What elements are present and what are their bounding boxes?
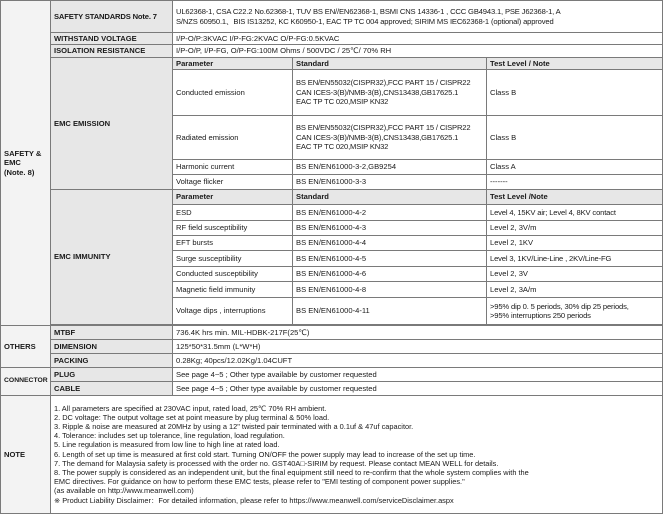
emission-standard: BS EN/EN61000-3-3 [293, 174, 487, 189]
dimension-value: 125*50*31.5mm (L*W*H) [173, 339, 663, 353]
note-line: 3. Ripple & noise are measured at 20MHz by using a 12" twisted pair terminated with a 0.1uf & 47uf capacitor. [54, 422, 414, 432]
dimension-row [1, 339, 663, 353]
immunity-standard: BS EN/EN61000-4-8 [293, 281, 487, 297]
emc-immunity-header-row [1, 189, 663, 204]
immunity-standard: BS EN/EN61000-4-11 [293, 297, 487, 324]
emission-parameter: Conducted emission [173, 69, 293, 115]
immunity-parameter: Magnetic field immunity [173, 281, 293, 297]
note-line: 4. Tolerance: includes set up tolerance, line regulation, load regulation. [54, 431, 285, 441]
immunity-parameter: Conducted susceptibility [173, 266, 293, 281]
cable-label: CABLE [51, 381, 173, 395]
immunity-header-parameter: Parameter [173, 189, 293, 204]
emission-parameter: Harmonic current [173, 159, 293, 174]
packing-row [1, 353, 663, 367]
note-line: 2. DC voltage: The output voltage set at point measure by plug terminal & 50% load. [54, 412, 330, 422]
emission-note: Class A [487, 159, 663, 174]
emission-parameter: Voltage flicker [173, 174, 293, 189]
dimension-label: DIMENSION [51, 339, 173, 353]
immunity-note: Level 2, 3A/m [487, 281, 663, 297]
note-line: 5. Line regulation is measured from low line to high line at rated load. [54, 440, 280, 450]
cable-row [1, 381, 663, 395]
emission-standard: BS EN/EN61000-3-2,GB9254 [293, 159, 487, 174]
safety-emc-group-label: SAFETY & EMC (Note. 8) [1, 1, 51, 326]
others-group-label: OTHERS [1, 325, 51, 367]
immunity-standard: BS EN/EN61000-4-3 [293, 220, 487, 235]
immunity-standard: BS EN/EN61000-4-4 [293, 235, 487, 250]
note-group-label: NOTE [1, 395, 51, 513]
note-line: 6. Length of set up time is measured at first cold start. Turning ON/OFF the power supply may lead to increase of the set up time. [54, 449, 476, 459]
immunity-standard: BS EN/EN61000-4-5 [293, 250, 487, 266]
plug-label: PLUG [51, 367, 173, 381]
immunity-standard: BS EN/EN61000-4-6 [293, 266, 487, 281]
packing-label: PACKING [51, 353, 173, 367]
connector-group-label: CONNECTOR [1, 367, 51, 395]
immunity-note: >95% dip 0. 5 periods, 30% dip 25 periods, >95% interruptions 250 periods [487, 297, 663, 324]
immunity-parameter: RF field susceptibility [173, 220, 293, 235]
isolation-resistance-label: ISOLATION RESISTANCE [51, 45, 173, 57]
note-line: 1. All parameters are specified at 230VAC input, rated load, 25℃ 70% RH ambient. [54, 403, 327, 413]
emission-standard: BS EN/EN55032(CISPR32),FCC PART 15 / CISPR22 CAN ICES-3(B)/NMB-3(B),CNS13438,GB17625.1 EAC TP TC 020,MSIP KN32 [293, 69, 487, 115]
emission-header-note: Test Level / Note [487, 57, 663, 69]
isolation-resistance-row [1, 45, 663, 57]
safety-standards-value: UL62368-1, CSA C22.2 No.62368-1, TUV BS EN//EN62368-1, BSMI CNS 14336-1 , CCC GB4943.1, PSE J62368-1, A S/NZS 60950.1、BIS IS13252, KC K60950-1, EAC TP TC 004 approved; SIRIM MS IEC62368-1 (optional) approved [173, 1, 663, 33]
note-content [51, 395, 663, 513]
emission-note: Class B [487, 115, 663, 159]
withstand-voltage-value: I/P-O/P:3KVAC I/P-FG:2KVAC O/P-FG:0.5KVAC [173, 33, 663, 45]
emc-emission-header-row [1, 57, 663, 69]
immunity-parameter: ESD [173, 204, 293, 220]
safety-standards-row [1, 1, 663, 33]
note-line: 8. The power supply is considered as an independent unit, but the final equipment still need to re-confirm that the whole system complies with the EMC directives. For guidance on how to perform these EMC tests, please refer to "EMI testing of component power supplies." (as available on http://www.meanwell.com) [54, 468, 529, 496]
note-line: 7. The demand for Malaysia safety is processed with the order no. GST40A□-SIRIM by request. Please contact MEAN WELL for details. [54, 458, 499, 468]
mtbf-row [1, 325, 663, 339]
packing-value: 0.28Kg; 40pcs/12.02Kg/1.04CUFT [173, 353, 663, 367]
immunity-parameter: Voltage dips , interruptions [173, 297, 293, 324]
isolation-resistance-value: I/P-O/P, I/P-FG, O/P-FG:100M Ohms / 500VDC / 25℃/ 70% RH [173, 45, 663, 57]
emission-note: Class B [487, 69, 663, 115]
immunity-note: Level 2, 1KV [487, 235, 663, 250]
mtbf-value: 736.4K hrs min. MIL-HDBK-217F(25℃) [173, 325, 663, 339]
immunity-note: Level 3, 1KV/Line-Line , 2KV/Line-FG [487, 250, 663, 266]
cable-value: See page 4~5 ; Other type available by customer requested [173, 381, 663, 395]
withstand-voltage-row [1, 33, 663, 45]
plug-row [1, 367, 663, 381]
immunity-note: Level 2, 3V [487, 266, 663, 281]
immunity-parameter: Surge susceptibility [173, 250, 293, 266]
note-row [1, 395, 663, 513]
emission-header-standard: Standard [293, 57, 487, 69]
emc-emission-label: EMC EMISSION [51, 57, 173, 189]
immunity-header-standard: Standard [293, 189, 487, 204]
disclaimer-line: ※ Product Liability Disclaimer：For detailed information, please refer to https://www.meanwell.com/serviceDisclaimer.aspx [54, 495, 454, 505]
emission-standard: BS EN/EN55032(CISPR32),FCC PART 15 / CISPR22 CAN ICES-3(B)/NMB-3(B),CNS13438,GB17625.1 EAC TP TC 020,MSIP KN32 [293, 115, 487, 159]
mtbf-label: MTBF [51, 325, 173, 339]
emission-parameter: Radiated emission [173, 115, 293, 159]
safety-standards-label: SAFETY STANDARDS Note. 7 [51, 1, 173, 33]
immunity-standard: BS EN/EN61000-4-2 [293, 204, 487, 220]
immunity-note: Level 2, 3V/m [487, 220, 663, 235]
immunity-note: Level 4, 15KV air; Level 4, 8KV contact [487, 204, 663, 220]
withstand-voltage-label: WITHSTAND VOLTAGE [51, 33, 173, 45]
plug-value: See page 4~5 ; Other type available by customer requested [173, 367, 663, 381]
emc-immunity-label: EMC IMMUNITY [51, 189, 173, 324]
immunity-parameter: EFT bursts [173, 235, 293, 250]
emission-note: ------- [487, 174, 663, 189]
immunity-header-note: Test Level /Note [487, 189, 663, 204]
emission-header-parameter: Parameter [173, 57, 293, 69]
